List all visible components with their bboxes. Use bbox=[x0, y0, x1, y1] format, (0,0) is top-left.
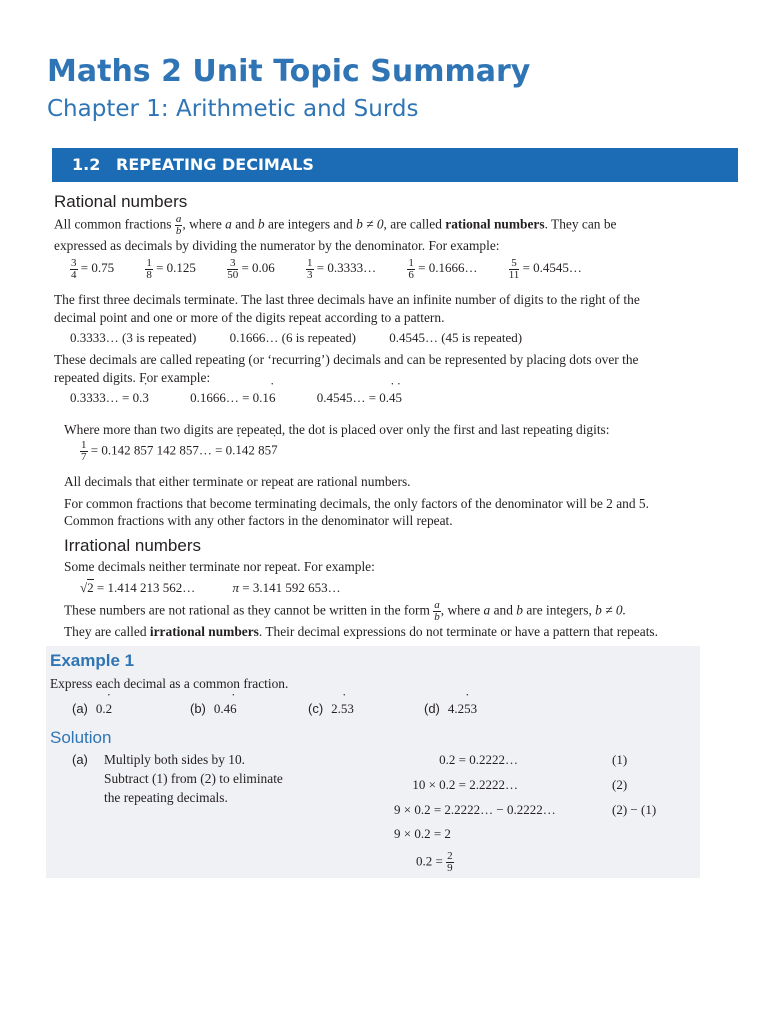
fraction-a-over-b: $\frac{a}{b}$ bbox=[175, 213, 182, 237]
rational-para-5: These decimals are called repeating (or ‘recurring’) decimals and can be represented by placing dots over the bbox=[54, 352, 639, 367]
step-5: 0.2 = $\frac{2}{9}$ bbox=[416, 850, 453, 874]
solution-line-3: the repeating decimals. bbox=[104, 790, 228, 805]
rational-para-3: The first three decimals terminate. The last three decimals have an infinite number of digits to the right of the bbox=[54, 292, 640, 307]
rational-para-8: All decimals that either terminate or repeat are rational numbers. bbox=[64, 474, 411, 489]
section-banner bbox=[52, 148, 738, 182]
step-3-tag: (2) − (1) bbox=[612, 802, 657, 817]
example-title: Example 1 bbox=[50, 651, 135, 670]
step-2-tag: (2) bbox=[612, 777, 628, 792]
sqrt-sign-icon: √ bbox=[80, 580, 88, 595]
rational-para-10: Common fractions with any other factors in the denominator will repeat. bbox=[64, 513, 453, 528]
section-number: 1.2 bbox=[72, 155, 101, 174]
step-2: 10 × 0.2 = 2.2222… bbox=[412, 777, 518, 792]
irrational-examples: √2 = 1.414 213 562… π = 3.141 592 653… bbox=[80, 580, 341, 595]
rational-para-2: expressed as decimals by dividing the numerator by the denominator. For example: bbox=[54, 238, 500, 253]
section-label: REPEATING DECIMALS bbox=[116, 155, 314, 174]
repeat-examples: 0.3333… (3 is repeated) 0.1666… (6 is repeated) 0.4545… (45 is repeated) bbox=[70, 330, 523, 345]
rational-heading: Rational numbers bbox=[54, 192, 188, 211]
one-seventh-example: $\frac{1}{7}$ = 0.142 857 142 857… = 0.1 ˙42 857 ˙ bbox=[80, 440, 278, 463]
dot-notation-examples: 0.3333… = 0.3 ˙ 0.1666… = 0.16 ˙ 0.4545… = 0.4 ˙5 ˙ bbox=[70, 390, 402, 406]
irrational-para-2: These numbers are not rational as they cannot be written in the form $\frac{a}{b}$ , where a and b are integers, b ≠ 0. bbox=[64, 599, 626, 623]
step-1-tag: (1) bbox=[612, 752, 628, 767]
rational-para-4: decimal point and one or more of the digits repeat according to a pattern. bbox=[54, 310, 445, 325]
solution-title: Solution bbox=[50, 728, 112, 747]
step-3: 9 × 0.2 = 2.2222… − 0.2222… bbox=[394, 802, 556, 817]
step-4: 9 × 0.2 = 2 bbox=[394, 826, 451, 841]
irrational-heading: Irrational numbers bbox=[64, 536, 202, 555]
example-parts: (a) 0.2 ˙ (b) 0.46 ˙ (c) 2.5 ˙3 (d) 4.25 ˙3 bbox=[72, 700, 672, 722]
chapter-subtitle: Chapter 1: Arithmetic and Surds bbox=[47, 96, 419, 122]
rational-para-6: repeated digits. For example: bbox=[54, 370, 211, 385]
step-1: 0.2 = 0.2222… bbox=[439, 752, 518, 767]
rational-para-9: For common fractions that become terminating decimals, the only factors of the denominator will be 2 and 5. bbox=[64, 496, 649, 511]
page-title: Maths 2 Unit Topic Summary bbox=[47, 54, 531, 89]
irrational-para-3: They are called irrational numbers. Their decimal expressions do not terminate or have a pattern that repeats. bbox=[64, 624, 658, 639]
fraction-examples: $\frac{3}{4}$ = 0.75 $\frac{1}{8}$ = 0.125 $\frac{3}{50}$ = 0.06 $\frac{1}{3}$ = 0.3333… $\frac{1}{6}$ = 0.1666… $\frac{5}{11}$ = 0.4545… bbox=[71, 257, 582, 281]
irrational-para-1: Some decimals neither terminate nor repeat. For example: bbox=[64, 559, 375, 574]
solution-line-2: Subtract (1) from (2) to eliminate bbox=[104, 771, 283, 786]
solution-line-1: Multiply both sides by 10. bbox=[104, 752, 245, 767]
solution-label: (a) bbox=[72, 752, 88, 767]
rational-para-1: All common fractions $\frac{a}{b}$ , where a and b are integers and b ≠ 0, are called rational numbers. They can be bbox=[54, 213, 617, 237]
example-prompt: Express each decimal as a common fraction. bbox=[50, 676, 289, 691]
rational-para-7: Where more than two digits are repeated, the dot is placed over only the first and last repeating digits: bbox=[64, 422, 610, 437]
